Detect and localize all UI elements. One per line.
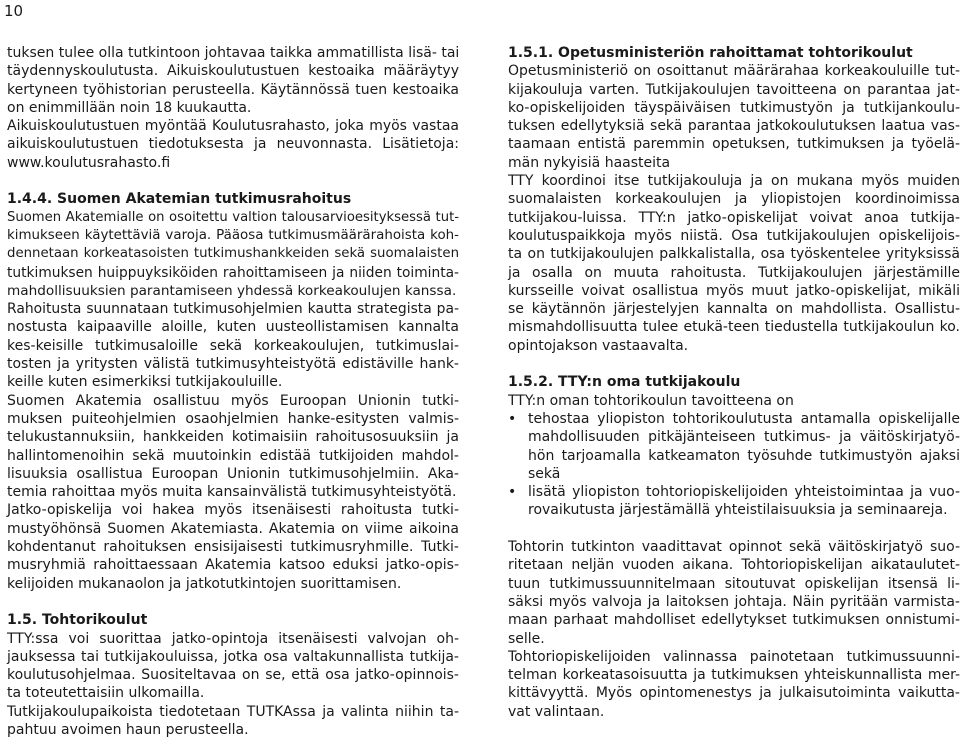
text-line: mahdollisuuden pitkäjänteiseen tutkimus- ja väitöskirjatyö- (528, 428, 960, 446)
text-line: mismahdollisuutta tulee etukä-teen tiedustella tutkijakoulun ko. (508, 318, 960, 336)
text-line: kijakouluja varten. Tutkijakoulujen tavoitteena on parantaa jat- (508, 81, 960, 99)
paragraph-doctoral-degree (508, 538, 960, 721)
text-line: hön tarjoamalla katkeamaton työsuhde tutkimustyön ajaksi (528, 447, 960, 465)
text-line: Suomen Akatemia osallistuu myös Euroopan Unionin tutki- (7, 392, 459, 410)
text-line: TTY:ssa voi suorittaa jatko-opintoja itsenäisesti valvojan oh- (7, 630, 459, 648)
text-line: män nykyisiä haasteita (508, 154, 960, 172)
text-line: kelijoiden mukanaolon ja jatkotutkintojen suorittamisen. (7, 575, 459, 593)
bullet-marker: • (508, 483, 528, 520)
bullet-item (508, 410, 960, 483)
bullet-marker: • (508, 410, 528, 483)
text-line: opintojakson vastaavalta. (508, 337, 960, 355)
text-line: Tutkijakoulupaikoista tiedotetaan TUTKAssa ja valinta niihin ta- (7, 703, 459, 721)
text-line: mustyöhönsä Suomen Akatemiasta. Akatemia on viime aikoina (7, 520, 459, 538)
text-line: dennetaan korkeatasoisten tutkimushankkeiden sekä suomalaisten (7, 245, 459, 263)
text-line: tuksen tulee olla tutkintoon johtavaa taikka ammatillista lisä- tai (7, 44, 459, 62)
text-line: lisätä yliopiston tohtoriopiskelijoiden yhteistoimintaa ja vuo- (528, 483, 960, 501)
text-line: kohdentanut rahoituksen ensisijaisesti tutkimusryhmille. Tutki- (7, 538, 459, 556)
text-line: ritetaan neljän vuoden aikana. Tohtoriopiskelijan aikataulutet- (508, 556, 960, 574)
text-line: ko-opiskelijoiden täyspäiväisen tutkimustyön ja tutkijankoulu- (508, 99, 960, 117)
text-line: tehostaa yliopiston tohtorikoulutusta antamalla opiskelijalle (528, 410, 960, 428)
text-line: ja osalla on muuta rahoitusta. Tutkijakoulujen järjestämille (508, 264, 960, 282)
text-line: keille kuten esimerkiksi tutkijakouluille. (7, 373, 459, 391)
text-line: temia rahoittaa myös muita kansainvälistä tutkimusyhteistyötä. (7, 483, 459, 501)
text-line: telukustannuksiin, hankkeiden kotimaisiin rahoitusosuuksiin ja (7, 428, 459, 446)
text-line: Suomen Akatemialle on osoitettu valtion talousarvioesityksessä tut- (7, 209, 459, 227)
text-line: Aikuiskoulutustuen myöntää Koulutusrahasto, joka myös vastaa (7, 117, 459, 135)
bullet-text (528, 410, 960, 483)
paragraph-adult-education-allowance (7, 44, 459, 172)
text-line: ta on tutkijakoulujen palkkalistalla, osa työskentelee yrityksissä (508, 245, 960, 263)
text-line: selle. (508, 630, 960, 648)
paragraph-academy-funding (7, 209, 459, 593)
text-line: muksen puiteohjelmien osaohjelmien hanke-esitysten valmis- (7, 410, 459, 428)
text-line: koulutusohjelmaa. Suositeltavaa on se, että osa jatko-opinnois- (7, 666, 459, 684)
text-line: aikuiskoulutustuen tiedotuksesta ja neuvonnasta. Lisätietoja: (7, 135, 459, 153)
paragraph-ministry-doctoral-schools (508, 62, 960, 355)
text-line: se käytännön järjestelyjen kannalta on mahdollista. Osallistu- (508, 300, 960, 318)
text-line: pahtuu avoimen haun perusteella. (7, 721, 459, 739)
text-line: tuksen edellytyksiä sekä parantaa jatkokoulutuksen laatua vas- (508, 117, 960, 135)
text-line: kertyneen työhistorian perusteella. Käytännössä tuen kestoaika (7, 81, 459, 99)
text-line: musryhmiä rahoittaessaan Akatemia katsoo eduksi jatko-opis- (7, 556, 459, 574)
text-line: TTY koordinoi itse tutkijakouluja ja on mukana myös muiden (508, 172, 960, 190)
text-line: rovaikutusta järjestämällä yhteistilaisuuksia ja seminaareja. (528, 501, 960, 519)
page-number: 10 (4, 2, 23, 20)
text-line: on enimmillään noin 18 kuukautta. (7, 99, 459, 117)
section-heading-1-4-4: 1.4.4. Suomen Akatemian tutkimusrahoitus (7, 190, 459, 208)
text-line: sekä (528, 465, 960, 483)
paragraph-doctoral-schools (7, 630, 459, 739)
text-line: suomalaisten korkeakoulujen ja yliopistojen koordinoimissa (508, 190, 960, 208)
text-line: Jatko-opiskelija voi hakea myös itsenäisesti rahoitusta tutki- (7, 501, 459, 519)
text-line: kes-keisille tutkimusaloille sekä korkeakoulujen, tutkimuslai- (7, 337, 459, 355)
text-line: tosten ja yritysten välistä tutkimusyhteistyötä edistäville hank- (7, 355, 459, 373)
text-line: taamaan entistä paremmin opetuksen, tutkimuksen ja työelä- (508, 135, 960, 153)
text-line: lisuuksia osallistua Euroopan Unionin tutkimusohjelmiin. Aka- (7, 465, 459, 483)
text-line: täydennyskoulutusta. Aikuiskoulutustuen kestoaika määräytyy (7, 62, 459, 80)
text-line: säksi myös valvoja ja laitoksen johtaja. Näin pyritään varmista- (508, 593, 960, 611)
text-line: nostusta kaipaaville aloille, kuten uusteollistamisen kannalta (7, 318, 459, 336)
text-line: Tohtoriopiskelijoiden valinnassa painotetaan tutkimussuunni- (508, 648, 960, 666)
text-line: Opetusministeriö on osoittanut määrärahaa korkeakouluille tut- (508, 62, 960, 80)
text-line: tutkimuksen huippuyksiköiden rahoittamiseen ja niiden toiminta- (7, 264, 459, 282)
text-line: kimukseen käytettäviä varoja. Pääosa tutkimusmäärärahoista koh- (7, 227, 459, 245)
text-line: www.koulutusrahasto.fi (7, 154, 459, 172)
text-line: mahdollisuuksien parantamiseen yhdessä korkeakoulujen kanssa. (7, 282, 459, 300)
text-line: ta toteutettaisiin ulkomailla. (7, 684, 459, 702)
section-heading-1-5-1: 1.5.1. Opetusministeriön rahoittamat tohtorikoulut (508, 44, 960, 62)
section-heading-1-5-2: 1.5.2. TTY:n oma tutkijakoulu (508, 373, 960, 391)
text-line: kittävyyttä. Myös opintomenestys ja julkaisutoiminta vaikutta- (508, 684, 960, 702)
bullet-item (508, 483, 960, 520)
text-line: tutkijakou-luissa. TTY:n jatko-opiskelijat voivat anoa tutkija- (508, 209, 960, 227)
left-column (7, 44, 459, 739)
text-line: hallintomenoihin sekä muutoinkin edistää tutkijoiden mahdol- (7, 447, 459, 465)
text-line: vat valintaan. (508, 703, 960, 721)
text-line: maan parhaat mahdolliset edellytykset tutkimuksen onnistumi- (508, 611, 960, 629)
text-line: Rahoitusta suunnataan tutkimusohjelmien kautta strategista pa- (7, 300, 459, 318)
text-line: jauksessa tai tutkijakouluissa, jotka osa valtakunnallista tutkija- (7, 648, 459, 666)
right-column (508, 44, 960, 721)
text-line: koulutuspaikkoja myös niistä. Osa tutkijakoulujen opiskelijois- (508, 227, 960, 245)
bullet-text (528, 483, 960, 520)
text-line: telman korkeatasoisuutta ja tutkimuksen yhteiskunnallista mer- (508, 666, 960, 684)
bullet-list (508, 410, 960, 520)
text-line: tuun tutkimussuunnitelmaan sitoutuvat opiskelijan itsensä li- (508, 575, 960, 593)
text-line: Tohtorin tutkinton vaadittavat opinnot sekä väitöskirjatyö suo- (508, 538, 960, 556)
section-heading-1-5: 1.5. Tohtorikoulut (7, 611, 459, 629)
text-line: kursseille voivat osallistua myös muut jatko-opiskelijat, mikäli (508, 282, 960, 300)
bullet-list-intro: TTY:n oman tohtorikoulun tavoitteena on (508, 392, 960, 410)
